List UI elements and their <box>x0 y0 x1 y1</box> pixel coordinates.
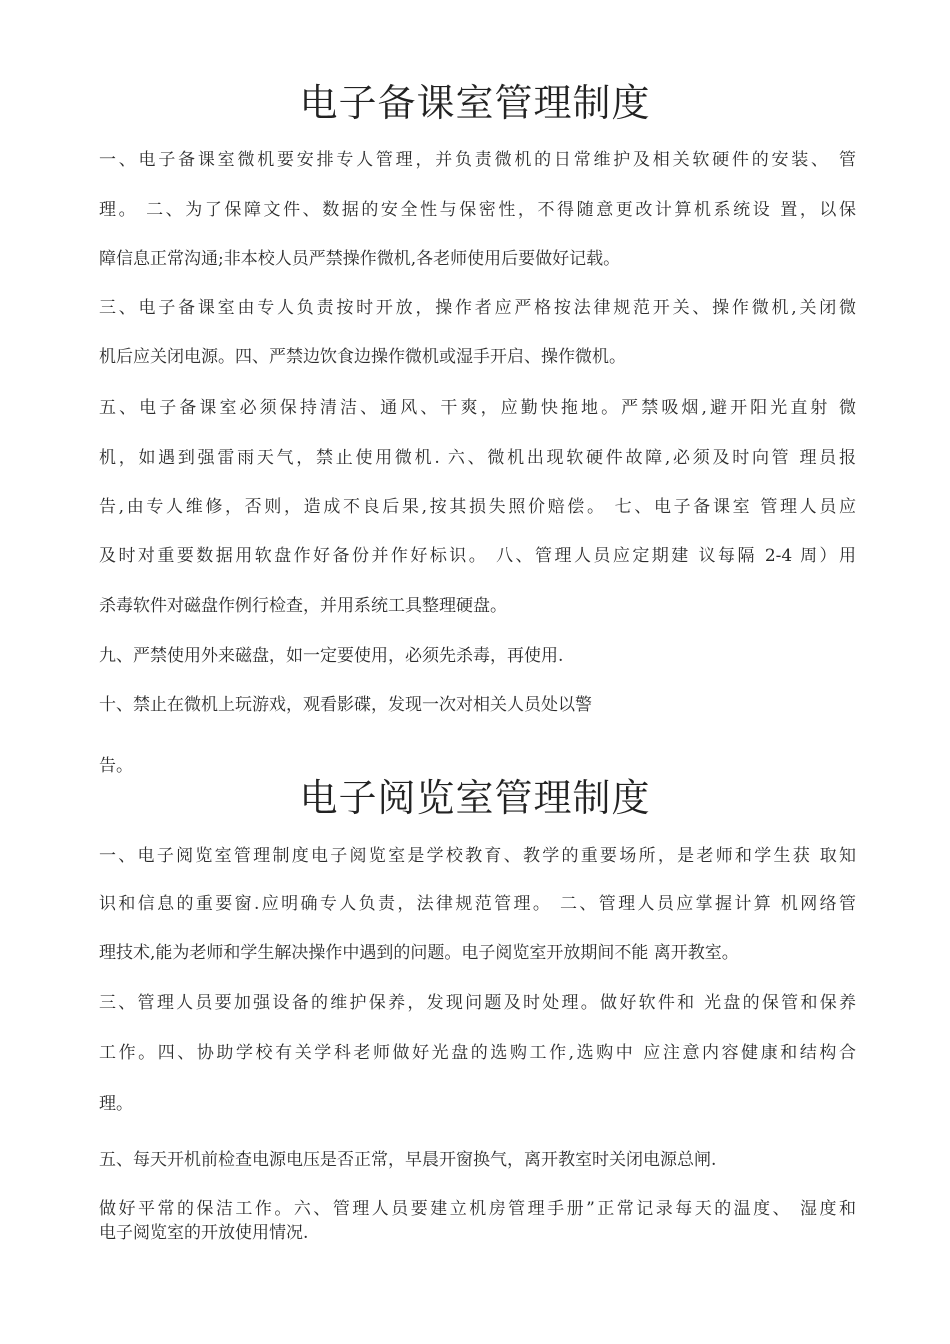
section2-line-3: 理技术,能为老师和学生解决操作中遇到的问题。电子阅览室开放期间不能 离开教室。 <box>99 943 739 963</box>
section2-line-7: 五、每天开机前检查电源电压是否正常，早晨开窗换气，离开教室时关闭电源总闸. <box>99 1150 717 1170</box>
section2-line-9: 电子阅览室的开放使用情况. <box>99 1223 309 1243</box>
section1-line-3: 障信息正常沟通;非本校人员严禁操作微机,各老师使用后要做好记载。 <box>99 249 621 269</box>
section1-line-12: 十、禁止在微机上玩游戏，观看影碟，发现一次对相关人员处以警 <box>99 695 592 715</box>
section1-line-8: 告,由专人维修，否则，造成不良后果,按其损失照价赔偿。 七、电子备课室 管理人员应 <box>99 497 856 517</box>
section1-line-4: 三、电子备课室由专人负责按时开放，操作者应严格按法律规范开关、操作微机,关闭微 <box>99 298 856 318</box>
section2-line-5: 工作。四、协助学校有关学科老师做好光盘的选购工作,选购中 应注意内容健康和结构合 <box>99 1043 856 1063</box>
section2-line-8: 做好平常的保洁工作。六、管理人员要建立机房管理手册”正常记录每天的温度、 湿度和 <box>99 1199 856 1219</box>
section1-line-6: 五、电子备课室必须保持清洁、通风、干爽，应勤快拖地。严禁吸烟,避开阳光直射 微 <box>99 398 856 418</box>
section2-line-4: 三、管理人员要加强设备的维护保养，发现问题及时处理。做好软件和 光盘的保管和保养 <box>99 993 856 1013</box>
section2-line-2: 识和信息的重要窗.应明确专人负责，法律规范管理。 二、管理人员应掌握计算 机网络管 <box>99 894 856 914</box>
section1-line-11: 九、严禁使用外来磁盘，如一定要使用，必须先杀毒，再使用. <box>99 646 564 666</box>
section1-line-5: 机后应关闭电源。四、严禁边饮食边操作微机或湿手开启、操作微机。 <box>99 347 626 367</box>
section1-line-13: 告。 <box>99 756 133 776</box>
section1-line-1: 一、电子备课室微机要安排专人管理，并负责微机的日常维护及相关软硬件的安装、 管 <box>99 150 856 170</box>
section1-line-7: 机，如遇到强雷雨天气，禁止使用微机. 六、微机出现软硬件故障,必须及时向管 理员报 <box>99 448 856 468</box>
section2-line-1: 一、电子阅览室管理制度电子阅览室是学校教育、教学的重要场所，是老师和学生获 取知 <box>99 846 856 866</box>
section2-line-6: 理。 <box>99 1094 133 1114</box>
section1-line-10: 杀毒软件对磁盘作例行检查，并用系统工具整理硬盘。 <box>99 596 507 616</box>
section2-title: 电子阅览室管理制度 <box>299 776 651 820</box>
section1-title: 电子备课室管理制度 <box>299 81 651 125</box>
section1-line-9: 及时对重要数据用软盘作好备份并作好标识。 八、管理人员应定期建 议每隔 2-4 周）用 <box>99 546 856 566</box>
section1-line-2: 理。 二、为了保障文件、数据的安全性与保密性，不得随意更改计算机系统设 置，以保 <box>99 200 856 220</box>
